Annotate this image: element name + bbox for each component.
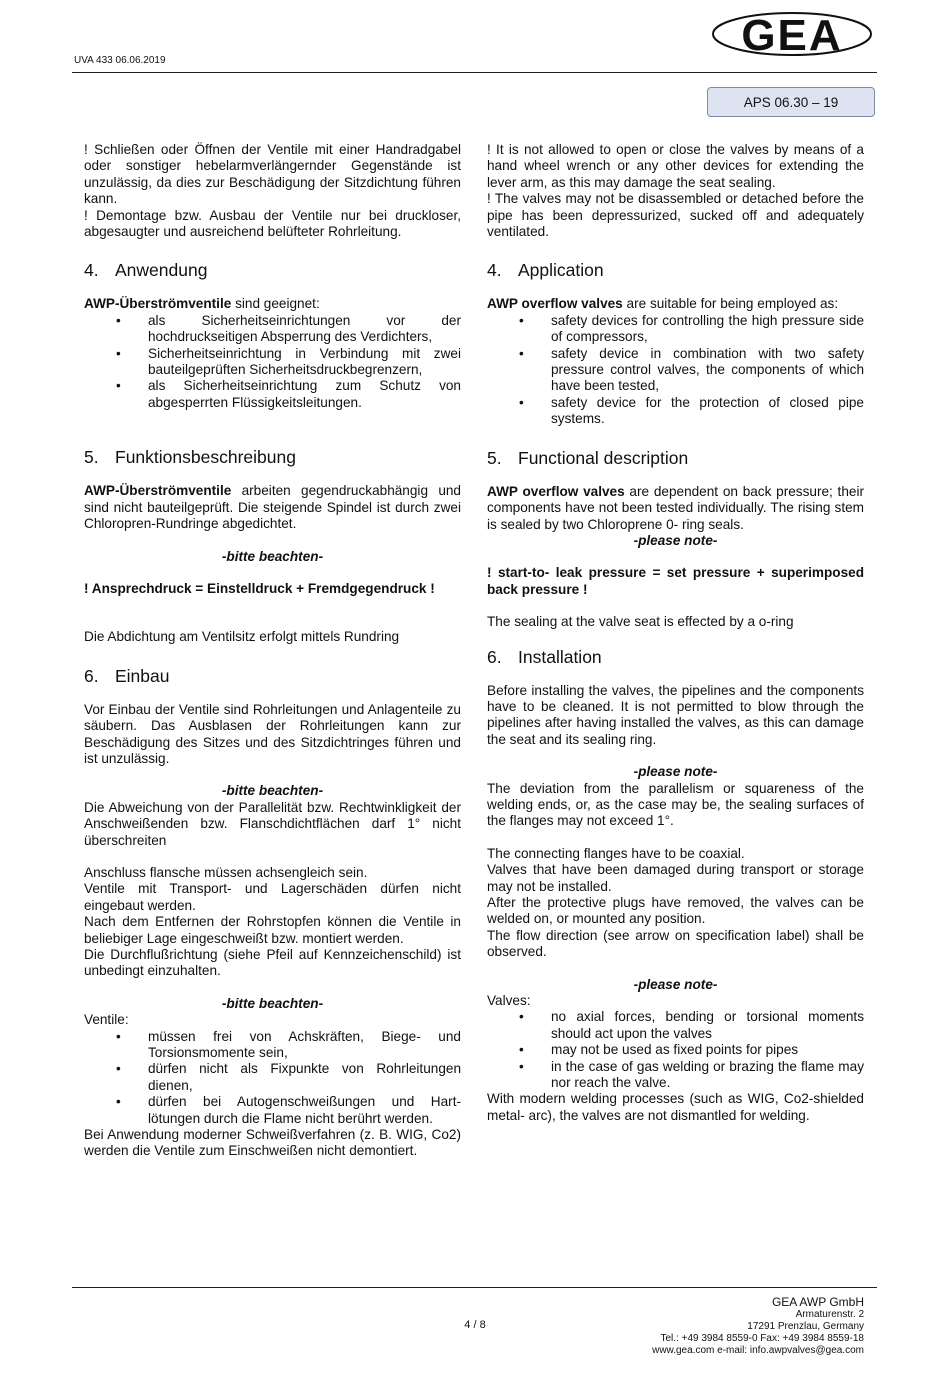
bullet-icon: • <box>116 345 121 361</box>
pressure-formula: ! Ansprechdruck = Einstelldruck + Fremdgegendruck ! <box>84 580 435 596</box>
section-title: Functional description <box>518 447 689 468</box>
installation-line: Anschluss flansche müssen achsengleich sein. <box>84 864 368 880</box>
installation-line: Nach dem Entfernen der Rohrstopfen können die Ventile in beliebiger Lage eingeschweißt bzw. montiert werden. <box>84 914 461 946</box>
application-list <box>84 313 461 411</box>
valve-requirements-list <box>84 1029 461 1127</box>
section-5-lead: AWP-Überströmventile arbeiten gegendruckabhängig und sind nicht bauteilgeprüft. Die steigende Spindel ist durch zwei Chloropren-Rundringe abgedichtet. <box>84 483 461 532</box>
section-title: Installation <box>518 646 602 667</box>
list-item: • Sicherheitseinrichtung in Verbindung mit zwei bauteilgeprüften Sicherheitsdruckbegrenzern, <box>116 345 461 378</box>
deviation-paragraph: Die Abweichung von der Parallelität bzw. Rechtwinkligkeit der Anschweißenden bzw. Flanschdichtflächen darf 1° nicht überschreiten <box>84 799 461 848</box>
english-column <box>487 142 864 1124</box>
intro-paragraph: ! Schließen oder Öffnen der Ventile mit einer Handradgabel oder sonstiger hebelarmverlängernder Gegenstände ist unzulässig, da dies zur Beschädigung der Sitzdichtung führen kann. <box>84 142 461 207</box>
section-5-heading <box>487 448 864 468</box>
street: Armaturenstr. 2 <box>795 1309 864 1320</box>
section-6-heading <box>84 666 461 686</box>
seal-text: The sealing at the valve seat is effected by a o-ring <box>487 614 794 630</box>
note-heading: -please note- <box>633 764 718 780</box>
intro-paragraph: ! Demontage bzw. Ausbau der Ventile nur bei druckloser, abgesaugter und ausreichend belüfteter Rohrleitung. <box>84 207 461 240</box>
installation-paragraph: Vor Einbau der Ventile sind Rohrleitungen und Anlagenteile zu säubern. Das Ausblasen der Rohrleitungen kann zur Beschädigung des Sitzes und des Sitzdichtringes führen und ist unzulässig. <box>84 701 461 766</box>
intro-paragraph: ! It is not allowed to open or close the valves by means of a hand wheel wrench or any other devices for extending the lever arm, as this may damage the seat sealing. <box>487 142 864 190</box>
installation-line: The connecting flanges have to be coaxial. <box>487 845 745 861</box>
section-5-lead: AWP overflow valves are dependent on back pressure; their components have not been tested individually. The rising stem is sealed by two Chloroprene 0- ring seals. <box>487 483 864 532</box>
list-item: • dürfen bei Autogenschweißungen und Hart-lötungen durch die Flame nicht berührt werden. <box>116 1094 461 1126</box>
valve-requirements-list <box>487 1009 864 1091</box>
installation-line: After the protective plugs have removed, the valves can be welded on, or mounted any position. <box>487 895 864 927</box>
bullet-icon: • <box>519 345 524 361</box>
installation-line: Die Durchflußrichtung (siehe Pfeil auf Kennzeichenschild) ist unbedingt einzuhalten. <box>84 947 461 979</box>
bullet-icon: • <box>519 1042 524 1058</box>
footer-rule <box>72 1287 877 1288</box>
section-5-heading <box>84 447 461 467</box>
company-name: GEA AWP GmbH <box>771 1295 864 1309</box>
web-email: www.gea.com e-mail: info.awpvalves@gea.com <box>652 1345 864 1356</box>
section-number: 4. <box>487 260 502 281</box>
list-item: • safety devices for controlling the high pressure side of compressors, <box>519 312 864 345</box>
page-number: 4 / 8 <box>464 1319 486 1331</box>
gea-logo <box>712 12 872 64</box>
bullet-icon: • <box>519 312 524 328</box>
phone-fax: Tel.: +49 3984 8559-0 Fax: +49 3984 8559-18 <box>660 1333 864 1344</box>
bullet-icon: • <box>519 394 524 410</box>
bullet-icon: • <box>519 1009 524 1025</box>
header-rule <box>72 72 877 73</box>
installation-line: Ventile mit Transport- und Lagerschäden dürfen nicht eingebaut werden. <box>84 881 461 913</box>
installation-line: Valves that have been damaged during transport or storage may not be installed. <box>487 862 864 894</box>
list-item: • may not be used as fixed points for pipes <box>519 1042 799 1058</box>
list-item: • als Sicherheitseinrichtung zum Schutz von abgesperrten Flüssigkeitsleitungen. <box>116 378 461 410</box>
pressure-formula: ! start-to- leak pressure = set pressure + superimposed back pressure ! <box>487 565 864 597</box>
list-item: • als Sicherheitseinrichtungen vor der hochdruckseitigen Absperrung des Verdichters, <box>116 312 461 345</box>
section-number: 5. <box>487 447 502 468</box>
welding-paragraph: With modern welding processes (such as WIG, Co2-shielded metal- arc), the valves are not dismantled for welding. <box>487 1091 864 1123</box>
company-address <box>652 1295 864 1357</box>
list-item: • müssen frei von Achskräften, Biege- und Torsionsmomente sein, <box>116 1028 461 1061</box>
list-item: • dürfen nicht als Fixpunkte von Rohrleitungen dienen, <box>116 1061 461 1093</box>
section-4-heading <box>84 260 461 280</box>
list-item: • in the case of gas welding or brazing the flame may nor reach the valve. <box>519 1058 864 1091</box>
bullet-icon: • <box>519 1058 524 1074</box>
valves-label: Ventile: <box>84 1012 129 1028</box>
section-title: Application <box>518 260 604 281</box>
list-item: • safety device for the protection of closed pipe systems. <box>519 394 864 427</box>
section-number: 4. <box>84 260 99 281</box>
list-item: • no axial forces, bending or torsional moments should act upon the valves <box>519 1009 864 1041</box>
aps-badge: APS 06.30 – 19 <box>707 87 875 117</box>
welding-paragraph: Bei Anwendung moderner Schweißverfahren (z. B. WIG, Co2) werden die Ventile zum Einschweißen nicht demontiert. <box>84 1127 461 1159</box>
note-heading: -bitte beachten- <box>221 548 324 564</box>
note-heading: -please note- <box>633 532 718 548</box>
german-column <box>84 142 461 1160</box>
section-title: Einbau <box>115 665 170 686</box>
valves-label: Valves: <box>487 993 531 1009</box>
section-number: 6. <box>84 665 99 686</box>
section-number: 6. <box>487 646 502 667</box>
list-item: • safety device in combination with two safety pressure control valves, the components of which have been tested, <box>519 345 864 394</box>
bullet-icon: • <box>116 312 121 328</box>
installation-paragraph: Before installing the valves, the pipelines and the components have to be cleaned. It is not permitted to blow through the pipelines after having installed the valves, as this can damage the seat and its sealing ring. <box>487 682 864 747</box>
deviation-paragraph: The deviation from the parallelism or squareness of the welding ends, or, as the case may be, the sealing surfaces of the flanges may not exceed 1°. <box>487 780 864 829</box>
bullet-icon: • <box>116 1094 121 1110</box>
logo-text: GEA <box>741 12 843 60</box>
section-4-lead: AWP overflow valves are suitable for being employed as: <box>487 296 839 312</box>
application-list <box>487 313 864 428</box>
installation-line: The flow direction (see arrow on specification label) shall be observed. <box>487 927 864 960</box>
section-title: Anwendung <box>115 260 208 281</box>
bullet-icon: • <box>116 378 121 394</box>
section-title: Funktionsbeschreibung <box>115 447 296 468</box>
section-number: 5. <box>84 447 99 468</box>
seal-text: Die Abdichtung am Ventilsitz erfolgt mittels Rundring <box>84 629 400 645</box>
section-4-heading <box>487 260 864 280</box>
note-heading: -bitte beachten- <box>221 995 324 1011</box>
note-heading: -please note- <box>633 976 718 992</box>
city: 17291 Prenzlau, Germany <box>747 1321 864 1332</box>
bullet-icon: • <box>116 1028 121 1044</box>
section-6-heading <box>487 647 864 667</box>
section-4-lead: AWP-Überströmventile sind geeignet: <box>84 296 320 312</box>
note-heading: -bitte beachten- <box>221 783 324 799</box>
intro-paragraph: ! The valves may not be disassembled or detached before the pipe has been depressurized, sucked off and adequately ventilated. <box>487 191 864 240</box>
document-reference: UVA 433 06.06.2019 <box>74 55 166 66</box>
bullet-icon: • <box>116 1061 121 1077</box>
